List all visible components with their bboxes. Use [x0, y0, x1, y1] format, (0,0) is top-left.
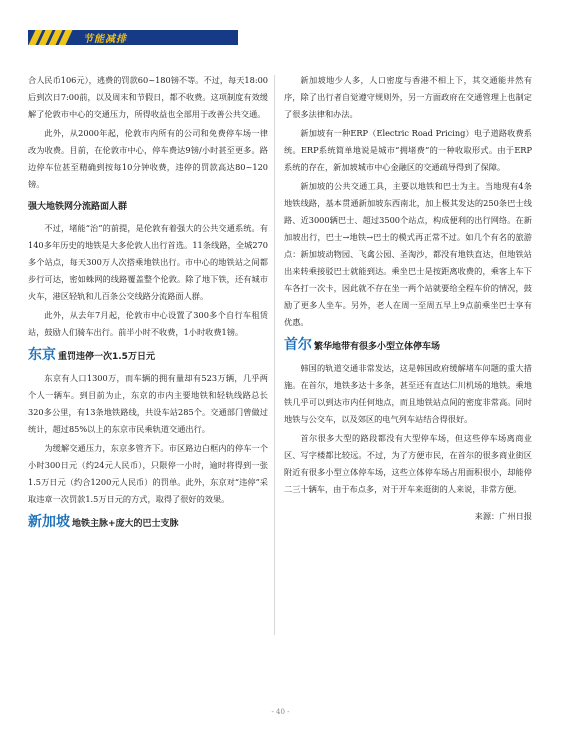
section-title: 地铁主脉+庞大的巴士支脉 — [72, 519, 179, 529]
section-heading-seoul — [284, 337, 532, 356]
paragraph: 合人民币106元），逃费的罚款60~180镑不等。不过，每天18:00后到次日7:00前，以及周末和节假日，都不收费。这项制度有效缓解了伦敦市中心的交通压力，所得收益也全部用于改善公共交通。 — [28, 75, 268, 119]
paragraph: 首尔很多大型的路段都没有大型停车场，但这些停车场离商业区、写字楼都比较远。不过，为了方便市民，在首尔的很多商业街区附近有很多小型立体停车场，这些立体停车场占用面积很小，却能停二三十辆车，由于布点多，对于开车来逛街的人来说，非常方便。 — [284, 433, 532, 494]
city-name: 首尔 — [284, 337, 312, 353]
city-name: 新加坡 — [28, 514, 70, 530]
right-column — [284, 72, 532, 525]
section-banner — [28, 30, 238, 45]
page-header — [0, 0, 561, 56]
paragraph: 韩国的轨道交通非常发达，这是韩国政府缓解堵车问题的重大措施。在首尔，地铁多达十多条，甚至还有直达仁川机场的地铁。乘地铁几乎可以到达市内任何地点，而且地铁站点间的密度非常高。同时地铁与公交车，以及郊区的电气列车站结合得很好。 — [284, 363, 532, 424]
section-heading-singapore — [28, 514, 268, 533]
paragraph: 新加坡的公共交通工具，主要以地铁和巴士为主。当地现有4条地铁线路，基本贯通新加坡东西南北，加上极其发达的250条巴士线路、近3000辆巴士、超过3500个站点，构成便利的出行网络。在新加坡出行，巴士→地铁→巴士的模式再正常不过。如几个有名的旅游点：新加坡动物园、飞禽公园、圣淘沙，都没有地铁直达，但地铁站出来转乘接驳巴士就能到达。乘坐巴士是按距离收费的，乘客上车下车各打一次卡，因此就不存在坐一两个站就要给全程车价的情况，鼓励了更多人坐车。另外，老人在周一至周五早上9点前乘坐巴士享有优惠。 — [284, 181, 532, 327]
left-column — [28, 72, 268, 537]
city-name: 东京 — [28, 347, 56, 363]
paragraph: 不过，堵能“治”的前提，是伦敦有着强大的公共交通系统。有140多年历史的地铁是大多伦敦人出行首选。11条线路，全城270多个站点，每天300万人次搭乘地铁出行。市中心的地铁站之间都步行可达，密如蛛网的线路覆盖整个伦敦。除了地下铁，还有城市火车，港区轻轨和儿百条公交线路分流路面人群。 — [28, 223, 268, 301]
column-divider — [274, 75, 275, 635]
stripe-decoration — [32, 30, 69, 45]
section-title: 节能减排 — [83, 34, 127, 45]
paragraph: 此外，从去年7月起，伦敦市中心设置了300多个自行车租赁站，鼓励人们骑车出行。前半小时不收费，1小时收费1镑。 — [28, 310, 268, 337]
page-number: - 40 - — [271, 708, 290, 716]
section-heading-tokyo — [28, 347, 268, 366]
section-title: 重罚违停一次1.5万日元 — [58, 352, 155, 362]
subheading: 强大地铁网分流路面人群 — [28, 202, 128, 212]
paragraph: 此外，从2000年起，伦敦市内所有的公司和免费停车场一律改为收费。目前，在伦敦市中心，停车费达9镑/小时甚至更多。路边停车位甚至精确到按每10分钟收费，违停的罚款高达80~120镑。 — [28, 128, 268, 189]
paragraph: 新加坡有一种ERP（Electric Road Pricing）电子道路收费系统。ERP系统简单地说是城市“拥堵费”的一种收取形式。由于ERP系统的存在，新加坡城市中心金融区的交通疏导得到了保障。 — [284, 128, 532, 172]
paragraph: 为缓解交通压力，东京多管齐下。市区路边白框内的停车一个小时300日元（约24元人民币），只限停一小时，逾时将得到一张1.5万日元（约合1200元人民币）的罚单。此外，东京对“违停”采取违章一次罚款1.5万日元的方式，取得了很好的效果。 — [28, 443, 268, 504]
paragraph: 东京有人口1300万，而车辆的拥有量却有523万辆，几乎两个人一辆车。到目前为止，东京的市内主要地铁和轻轨线路总长320多公里，有13条地铁路线，共设车站285个。交通部门曾做过统计，超过85%以上的东京市民乘轨道交通出行。 — [28, 373, 268, 434]
paragraph: 新加坡地少人多，人口密度与香港不相上下，其交通能井然有序，除了出行者自觉遵守规则外，另一方面政府在交通管理上也制定了很多法律和办法。 — [284, 75, 532, 119]
section-title: 繁华地带有很多小型立体停车场 — [314, 342, 441, 352]
source-credit: 来源：广州日报 — [474, 511, 532, 521]
